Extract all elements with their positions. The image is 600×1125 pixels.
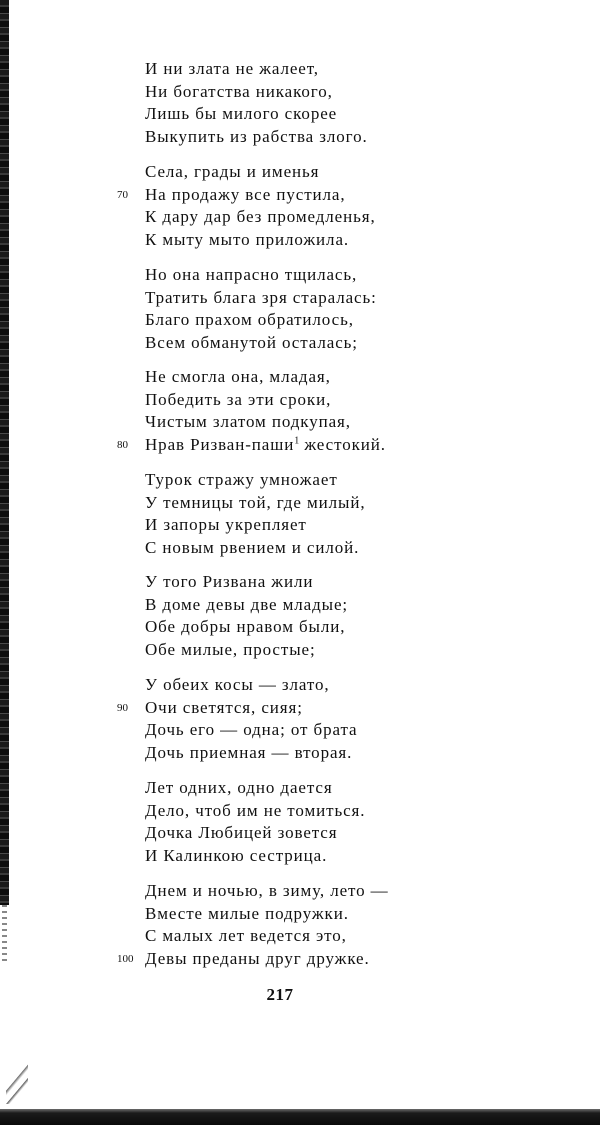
- verse-line: [0, 822, 600, 845]
- page-number: 217: [266, 985, 294, 1004]
- stanza: [0, 571, 600, 661]
- scan-corner-mark: [6, 1064, 28, 1104]
- verse-text: Чистым златом подкупая,: [145, 412, 351, 431]
- verse-text: Очи светятся, сияя;: [145, 697, 303, 717]
- stanza: [0, 264, 600, 354]
- verse-text: К мыту мыто приложила.: [145, 229, 350, 249]
- footnote-marker: 1: [294, 434, 300, 446]
- verse-line: [0, 103, 600, 126]
- verse-line: [0, 184, 600, 207]
- verse-text: Выкупить из рабства злого.: [145, 126, 368, 146]
- verse-text: К дару дар без промедленья,: [145, 207, 376, 226]
- verse-line: [0, 674, 600, 697]
- verse-line: [0, 264, 600, 287]
- verse-text: В доме девы две младые;: [145, 594, 349, 614]
- verse-line: [0, 206, 600, 229]
- verse-text: На продажу все пустила,: [145, 184, 346, 204]
- stanza: [0, 366, 600, 456]
- verse-text: Всем обманутой осталась;: [145, 332, 358, 352]
- verse-line: [0, 229, 600, 252]
- verse-text: Обе добры нравом были,: [145, 617, 346, 636]
- verse-text: Победить за эти сроки,: [145, 389, 332, 409]
- verse-line: [0, 58, 600, 81]
- line-number: 100: [117, 952, 134, 965]
- verse-text: Девы преданы друг дружке.: [145, 948, 370, 968]
- verse-line: [0, 719, 600, 742]
- verse-line: [0, 492, 600, 515]
- verse-line: [0, 514, 600, 537]
- stanza: [0, 58, 600, 148]
- verse-line: [0, 880, 600, 903]
- verse-text: Дело, чтоб им не томиться.: [145, 800, 366, 820]
- verse-text: Но она напрасно тщилась,: [145, 265, 358, 284]
- verse-text: И запоры укрепляет: [145, 515, 307, 534]
- verse-line: [0, 389, 600, 412]
- verse-line: [0, 800, 600, 823]
- verse-text: Вместе милые подружки.: [145, 903, 349, 923]
- line-number: 90: [117, 701, 128, 714]
- verse-line: [0, 697, 600, 720]
- scan-bottom-edge: [0, 1109, 600, 1125]
- verse-text: Села, грады и именья: [145, 162, 320, 181]
- verse-line: [0, 639, 600, 662]
- verse-text: Дочь его — одна; от брата: [145, 720, 358, 739]
- verse-line: [0, 616, 600, 639]
- verse-line: [0, 411, 600, 434]
- verse-line: [0, 126, 600, 149]
- verse-text: У того Ризвана жили: [145, 572, 314, 591]
- verse-text: Дочка Любицей зовется: [145, 823, 338, 842]
- verse-line: [0, 925, 600, 948]
- verse-text: Днем и ночью, в зиму, лето —: [145, 881, 389, 900]
- verse-text: Лет одних, одно дается: [145, 778, 333, 797]
- verse-text: И ни злата не жалеет,: [145, 59, 319, 78]
- verse-text: Дочь приемная — вторая.: [145, 742, 353, 762]
- verse-text: Ни богатства никакого,: [145, 81, 333, 101]
- verse-line: [0, 309, 600, 332]
- verse-line: [0, 903, 600, 926]
- line-number: 70: [117, 188, 128, 201]
- stanza: [0, 469, 600, 559]
- stanza: [0, 777, 600, 867]
- verse-line: [0, 161, 600, 184]
- verse-text: Благо прахом обратилось,: [145, 310, 354, 329]
- stanza: [0, 880, 600, 970]
- verse-text: Нрав Ризван-паши: [145, 434, 295, 454]
- verse-line: [0, 742, 600, 765]
- verse-text-continued: жестокий.: [299, 434, 386, 454]
- verse-text: Турок стражу умножает: [145, 470, 338, 489]
- verse-line: [0, 571, 600, 594]
- stanza: [0, 161, 600, 251]
- verse-text: Не смогла она, младая,: [145, 367, 331, 386]
- verse-text: И Калинкою сестрица.: [145, 845, 328, 865]
- verse-line: [0, 287, 600, 310]
- verse-line: [0, 537, 600, 560]
- verse-line: [0, 594, 600, 617]
- verse-line: [0, 81, 600, 104]
- verse-text: Тратить блага зря старалась:: [145, 287, 377, 307]
- verse-line: [0, 332, 600, 355]
- verse-line: [0, 845, 600, 868]
- stanza: [0, 674, 600, 764]
- verse-line: [0, 948, 600, 971]
- verse-text: У темницы той, где милый,: [145, 492, 366, 512]
- verse-text: Обе милые, простые;: [145, 639, 316, 659]
- verse-line: [0, 366, 600, 389]
- verse-line: [0, 434, 600, 457]
- verse-line: [0, 777, 600, 800]
- verse-text: С малых лет ведется это,: [145, 926, 347, 945]
- verse-text: С новым рвением и силой.: [145, 537, 360, 557]
- line-number: 80: [117, 438, 128, 451]
- verse-text: У обеих косы — злато,: [145, 675, 330, 694]
- verse-text: Лишь бы милого скорее: [145, 104, 338, 123]
- verse-line: [0, 469, 600, 492]
